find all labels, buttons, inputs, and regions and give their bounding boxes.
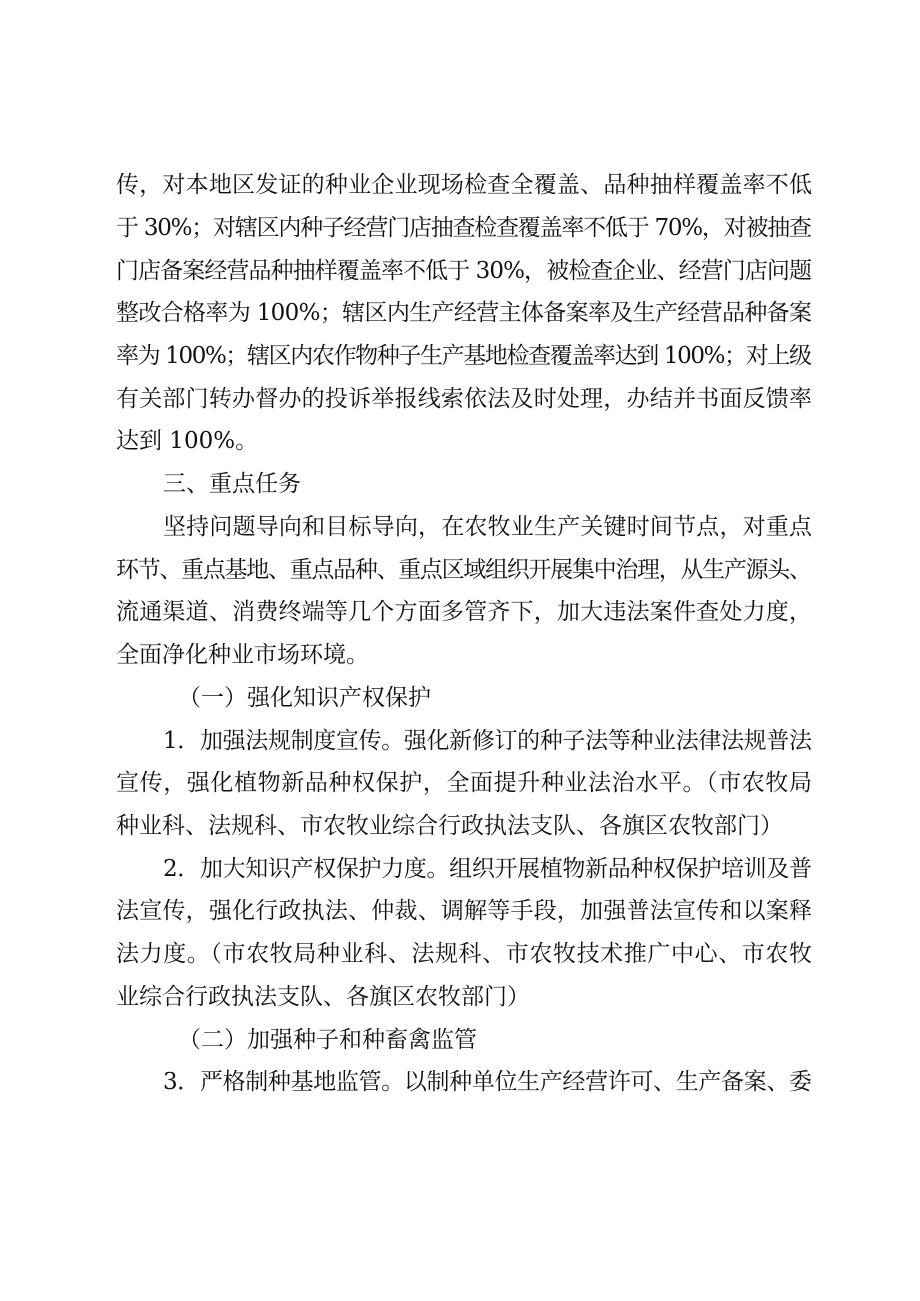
paragraph-line: 坚持问题导向和目标导向，在农牧业生产关键时间节点，对重点	[163, 514, 813, 540]
paragraph-line: 1．加强法规制度宣传。强化新修订的种子法等种业法律法规普法	[163, 728, 812, 754]
subsection-heading: （二）加强种子和种畜禽监管	[178, 1027, 477, 1053]
paragraph-line: 门店备案经营品种抽样覆盖率不低于 30%，被检查企业、经营门店问题	[116, 258, 812, 284]
paragraph-line: 全面净化种业市场环境。	[116, 642, 369, 668]
paragraph-line: 法力度。（市农牧局种业科、法规科、市农牧技术推广中心、市农牧	[116, 941, 813, 967]
paragraph-line: 业综合行政执法支队、各旗区农牧部门）	[116, 984, 530, 1010]
paragraph-line: 有关部门转办督办的投诉举报线索依法及时处理，办结并书面反馈率	[116, 386, 813, 412]
paragraph-line: 2．加大知识产权保护力度。组织开展植物新品种权保护培训及普	[163, 856, 812, 882]
paragraph-line: 整改合格率为 100%；辖区内生产经营主体备案率及生产经营品种备案	[116, 300, 812, 326]
paragraph-line: 种业科、法规科、市农牧业综合行政执法支队、各旗区农牧部门）	[116, 813, 783, 839]
paragraph-line: 3．严格制种基地监管。以制种单位生产经营许可、生产备案、委	[163, 1069, 812, 1095]
paragraph-line: 达到 100%。	[116, 428, 259, 454]
paragraph-line: 于 30%；对辖区内种子经营门店抽查检查覆盖率不低于 70%，对被抽查	[116, 215, 811, 241]
paragraph-line: 宣传，强化植物新品种权保护，全面提升种业法治水平。（市农牧局	[116, 770, 813, 796]
paragraph-line: 法宣传，强化行政执法、仲裁、调解等手段，加强普法宣传和以案释	[116, 898, 813, 924]
paragraph-line: 率为 100%；辖区内农作物种子生产基地检查覆盖率达到 100%；对上级	[116, 343, 811, 369]
section-heading: 三、重点任务	[163, 471, 301, 497]
paragraph-line: 环节、重点基地、重点品种、重点区域组织开展集中治理，从生产源头、	[116, 557, 811, 583]
paragraph-line: 流通渠道、消费终端等几个方面多管齐下，加大违法案件查处力度，	[116, 599, 813, 625]
paragraph-line: 传，对本地区发证的种业企业现场检查全覆盖、品种抽样覆盖率不低	[116, 172, 813, 198]
subsection-heading: （一）强化知识产权保护	[178, 685, 431, 711]
